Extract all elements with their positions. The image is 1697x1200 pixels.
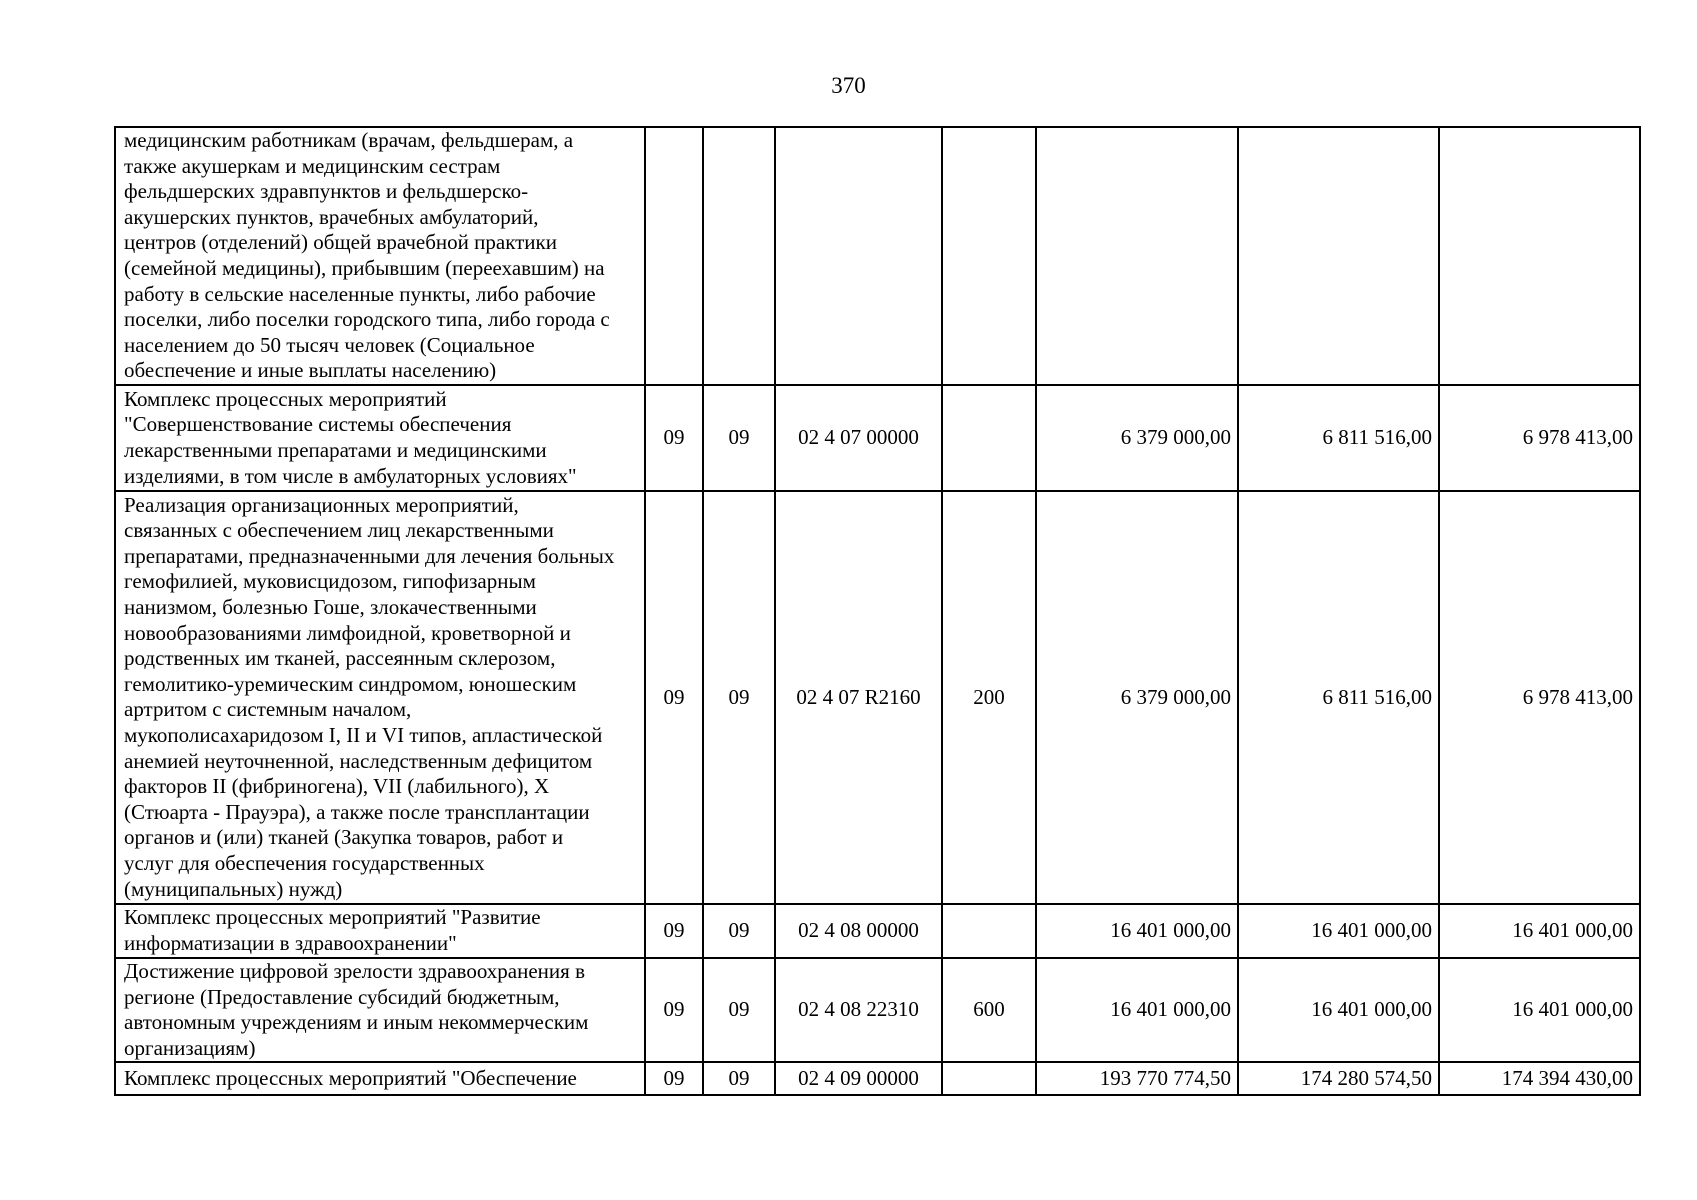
- row-name: Комплекс процессных мероприятий "Обеспечение: [115, 1062, 645, 1095]
- subsection-code: 09: [703, 904, 775, 958]
- section-code: 09: [645, 904, 703, 958]
- expense-type-code: [942, 385, 1036, 491]
- row-name: Комплекс процессных мероприятий "Совершенствование системы обеспечения лекарственными препаратами и медицинскими изделиями, в том числе в амбулаторных условиях": [115, 385, 645, 491]
- amount-year-2: 174 280 574,50: [1238, 1062, 1439, 1095]
- amount-year-3: 6 978 413,00: [1439, 491, 1640, 904]
- page-number: 370: [831, 73, 866, 98]
- amount-year-2: 16 401 000,00: [1238, 904, 1439, 958]
- row-name: медицинским работникам (врачам, фельдшерам, а также акушеркам и медицинским сестрам фельдшерских здравпунктов и фельдшерско- акушерских пунктов, врачебных амбулаторий, центров (отделений) общей врачебной практики (семейной медицины), прибывшим (переехавшим) на работу в сельские населенные пункты, либо рабочие поселки, либо поселки городского типа, либо города с населением до 50 тысяч человек (Социальное обеспечение и иные выплаты населению): [115, 127, 645, 385]
- budget-table: [114, 126, 1641, 1096]
- amount-year-3: [1439, 127, 1640, 385]
- target-article-code: 02 4 08 22310: [775, 958, 942, 1062]
- amount-year-2: [1238, 127, 1439, 385]
- target-article-code: 02 4 09 00000: [775, 1062, 942, 1095]
- subsection-code: 09: [703, 385, 775, 491]
- subsection-code: [703, 127, 775, 385]
- expense-type-code: [942, 127, 1036, 385]
- target-article-code: 02 4 08 00000: [775, 904, 942, 958]
- section-code: 09: [645, 385, 703, 491]
- table-row: [115, 904, 1640, 958]
- target-article-code: 02 4 07 R2160: [775, 491, 942, 904]
- subsection-code: 09: [703, 491, 775, 904]
- amount-year-1: 6 379 000,00: [1036, 491, 1238, 904]
- amount-year-1: [1036, 127, 1238, 385]
- table-row: [115, 385, 1640, 491]
- subsection-code: 09: [703, 958, 775, 1062]
- amount-year-2: 16 401 000,00: [1238, 958, 1439, 1062]
- amount-year-1: 6 379 000,00: [1036, 385, 1238, 491]
- target-article-code: 02 4 07 00000: [775, 385, 942, 491]
- table-row: [115, 1062, 1640, 1095]
- amount-year-1: 16 401 000,00: [1036, 904, 1238, 958]
- amount-year-3: 174 394 430,00: [1439, 1062, 1640, 1095]
- row-name: Достижение цифровой зрелости здравоохранения в регионе (Предоставление субсидий бюджетным, автономным учреждениям и иным некоммерческим организациям): [115, 958, 645, 1062]
- subsection-code: 09: [703, 1062, 775, 1095]
- section-code: 09: [645, 1062, 703, 1095]
- amount-year-3: 16 401 000,00: [1439, 958, 1640, 1062]
- table-row: [115, 491, 1640, 904]
- expense-type-code: 600: [942, 958, 1036, 1062]
- table-row: [115, 958, 1640, 1062]
- amount-year-1: 16 401 000,00: [1036, 958, 1238, 1062]
- amount-year-3: 6 978 413,00: [1439, 385, 1640, 491]
- section-code: 09: [645, 491, 703, 904]
- section-code: [645, 127, 703, 385]
- amount-year-1: 193 770 774,50: [1036, 1062, 1238, 1095]
- row-name: Реализация организационных мероприятий, связанных с обеспечением лиц лекарственными препаратами, предназначенными для лечения больных гемофилией, муковисцидозом, гипофизарным нанизмом, болезнью Гоше, злокачественными новообразованиями лимфоидной, кроветворной и родственных им тканей, рассеянным склерозом, гемолитико-уремическим синдромом, юношеским артритом с системным началом, мукополисахаридозом I, II и VI типов, апластической анемией неуточненной, наследственным дефицитом факторов II (фибриногена), VII (лабильного), X (Стюарта - Прауэра), а также после трансплантации органов и (или) тканей (Закупка товаров, работ и услуг для обеспечения государственных (муниципальных) нужд): [115, 491, 645, 904]
- expense-type-code: [942, 1062, 1036, 1095]
- table-row: [115, 127, 1640, 385]
- section-code: 09: [645, 958, 703, 1062]
- amount-year-3: 16 401 000,00: [1439, 904, 1640, 958]
- target-article-code: [775, 127, 942, 385]
- expense-type-code: [942, 904, 1036, 958]
- expense-type-code: 200: [942, 491, 1036, 904]
- amount-year-2: 6 811 516,00: [1238, 491, 1439, 904]
- row-name: Комплекс процессных мероприятий "Развитие информатизации в здравоохранении": [115, 904, 645, 958]
- amount-year-2: 6 811 516,00: [1238, 385, 1439, 491]
